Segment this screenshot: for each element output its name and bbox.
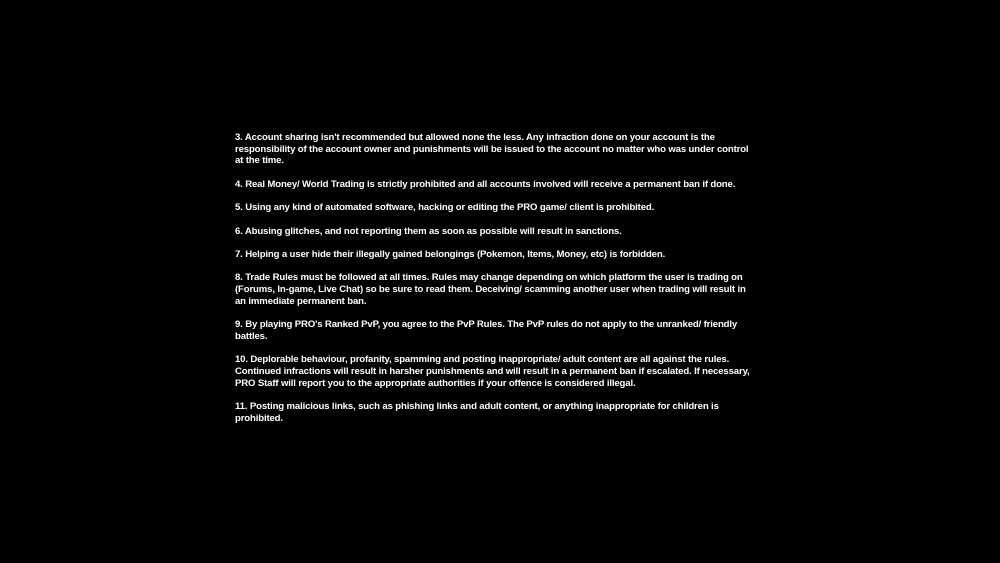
rule-6: 6. Abusing glitches, and not reporting them as soon as possible will result in sanctions. — [235, 225, 622, 237]
rule-4: 4. Real Money/ World Trading is strictly prohibited and all accounts involved will receive a permanent ban if done. — [235, 178, 736, 190]
rule-9: 9. By playing PRO's Ranked PvP, you agree to the PvP Rules. The PvP rules do not apply to the unranked/ friendly battles. — [235, 319, 738, 342]
rule-10: 10. Deplorable behaviour, profanity, spamming and posting inappropriate/ adult content are all against the rules. Continued infractions will result in harsher punishments and will result in a permanent ban if escalated. If necessary, PRO Staff will report you to the appropriate authorities if your offence is considered illegal. — [235, 354, 750, 389]
rule-11: 11. Posting malicious links, such as phishing links and adult content, or anything inappropriate for children is prohibited. — [235, 401, 719, 424]
rules-list — [235, 132, 755, 436]
rule-3: 3. Account sharing isn't recommended but allowed none the less. Any infraction done on your account is the responsibility of the account owner and punishments will be issued to the account no matter who was under control at the time. — [235, 132, 749, 167]
rule-7: 7. Helping a user hide their illegally gained belongings (Pokemon, Items, Money, etc) is forbidden. — [235, 248, 666, 260]
rule-5: 5. Using any kind of automated software, hacking or editing the PRO game/ client is prohibited. — [235, 202, 655, 214]
rule-8: 8. Trade Rules must be followed at all times. Rules may change depending on which platform the user is trading on (Forums, In-game, Live Chat) so be sure to read them. Deceiving/ scamming another user when trading will result in an immediate permanent ban. — [235, 272, 746, 307]
